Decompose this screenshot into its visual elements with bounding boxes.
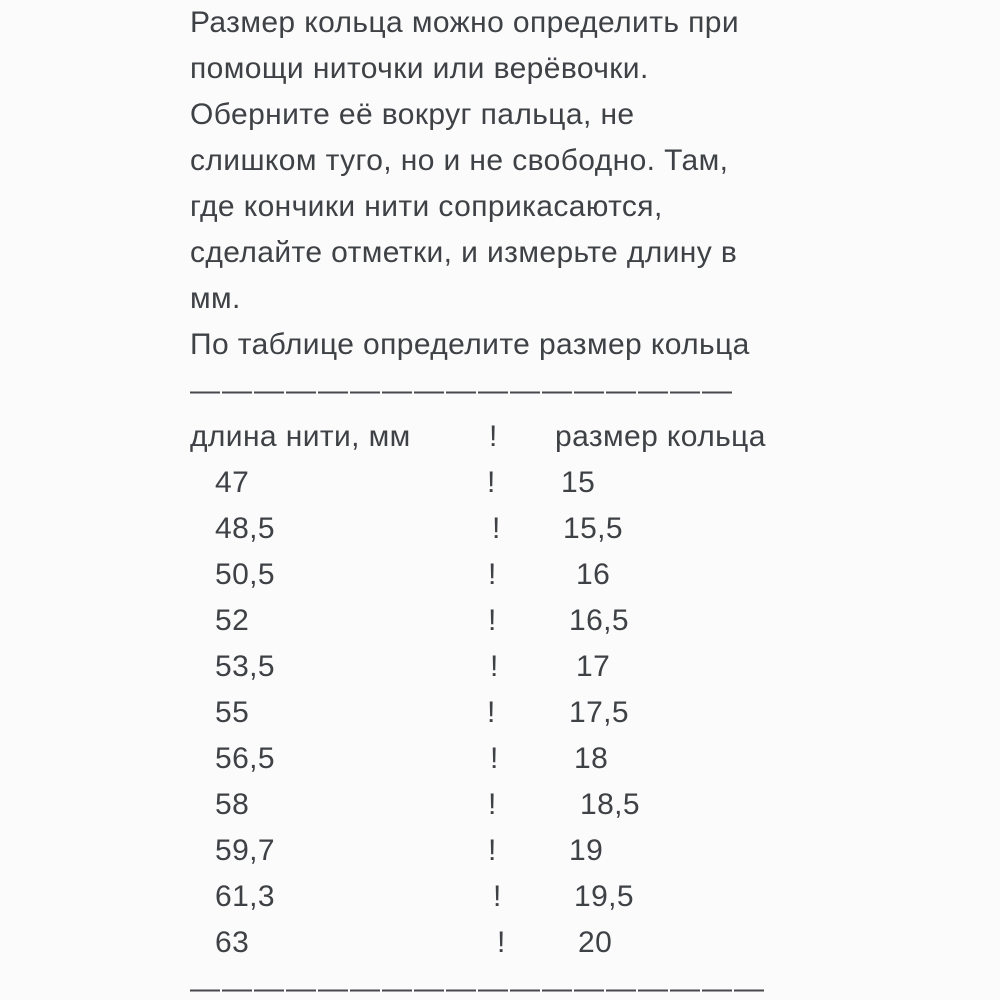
intro-line: мм. [190, 282, 241, 315]
size-cell: 19 [569, 834, 604, 867]
table-row [190, 690, 830, 736]
length-cell: 58 [215, 788, 250, 821]
intro-line: Размер кольца можно определить при [190, 6, 739, 39]
divider-top: ————————————————— [190, 374, 734, 407]
table-row [190, 828, 830, 874]
table-row [190, 552, 830, 598]
table-row [190, 920, 830, 966]
intro-line: где кончики нити соприкасаются, [190, 190, 663, 223]
separator-mark: ! [488, 788, 497, 821]
divider-bottom: —————————————————— [190, 972, 766, 1000]
separator-mark: ! [488, 604, 497, 637]
length-cell: 61,3 [215, 880, 275, 913]
separator-mark: ! [497, 926, 506, 959]
separator-mark: ! [490, 742, 499, 775]
size-cell: 16,5 [569, 604, 629, 637]
length-cell: 50,5 [215, 558, 275, 591]
length-cell: 47 [215, 466, 250, 499]
size-cell: 15 [561, 466, 596, 499]
size-cell: 16 [576, 558, 611, 591]
separator-mark: ! [493, 880, 502, 913]
table-body [190, 460, 830, 966]
length-cell: 63 [215, 926, 250, 959]
header-separator-mark: ! [489, 420, 498, 453]
header-length-label: длина нити, мм [190, 420, 411, 453]
header-size-label: размер кольца [555, 420, 766, 453]
intro-line: По таблице определите размер кольца [190, 328, 750, 361]
size-cell: 18 [574, 742, 609, 775]
table-row [190, 644, 830, 690]
intro-line: сделайте отметки, и измерьте длину в [190, 236, 738, 269]
table-header [190, 414, 830, 460]
length-cell: 59,7 [215, 834, 275, 867]
separator-mark: ! [487, 696, 496, 729]
table-row [190, 506, 830, 552]
length-cell: 55 [215, 696, 250, 729]
table-row [190, 874, 830, 920]
intro-line: помощи ниточки или верёвочки. [190, 52, 649, 85]
length-cell: 56,5 [215, 742, 275, 775]
intro-line: слишком туго, но и не свободно. Там, [190, 144, 729, 177]
size-cell: 18,5 [580, 788, 640, 821]
table-row [190, 782, 830, 828]
length-cell: 52 [215, 604, 250, 637]
length-cell: 48,5 [215, 512, 275, 545]
table-row [190, 736, 830, 782]
ring-size-note [190, 0, 830, 1000]
table-row [190, 598, 830, 644]
size-cell: 17 [576, 650, 611, 683]
table-row [190, 460, 830, 506]
size-cell: 20 [578, 926, 613, 959]
intro-paragraph [190, 0, 830, 368]
separator-mark: ! [490, 650, 499, 683]
intro-line: Оберните её вокруг пальца, не [190, 98, 635, 131]
size-cell: 17,5 [569, 696, 629, 729]
separator-mark: ! [488, 558, 497, 591]
separator-mark: ! [488, 834, 497, 867]
size-cell: 15,5 [563, 512, 623, 545]
separator-mark: ! [492, 512, 501, 545]
size-cell: 19,5 [574, 880, 634, 913]
length-cell: 53,5 [215, 650, 275, 683]
separator-mark: ! [487, 466, 496, 499]
